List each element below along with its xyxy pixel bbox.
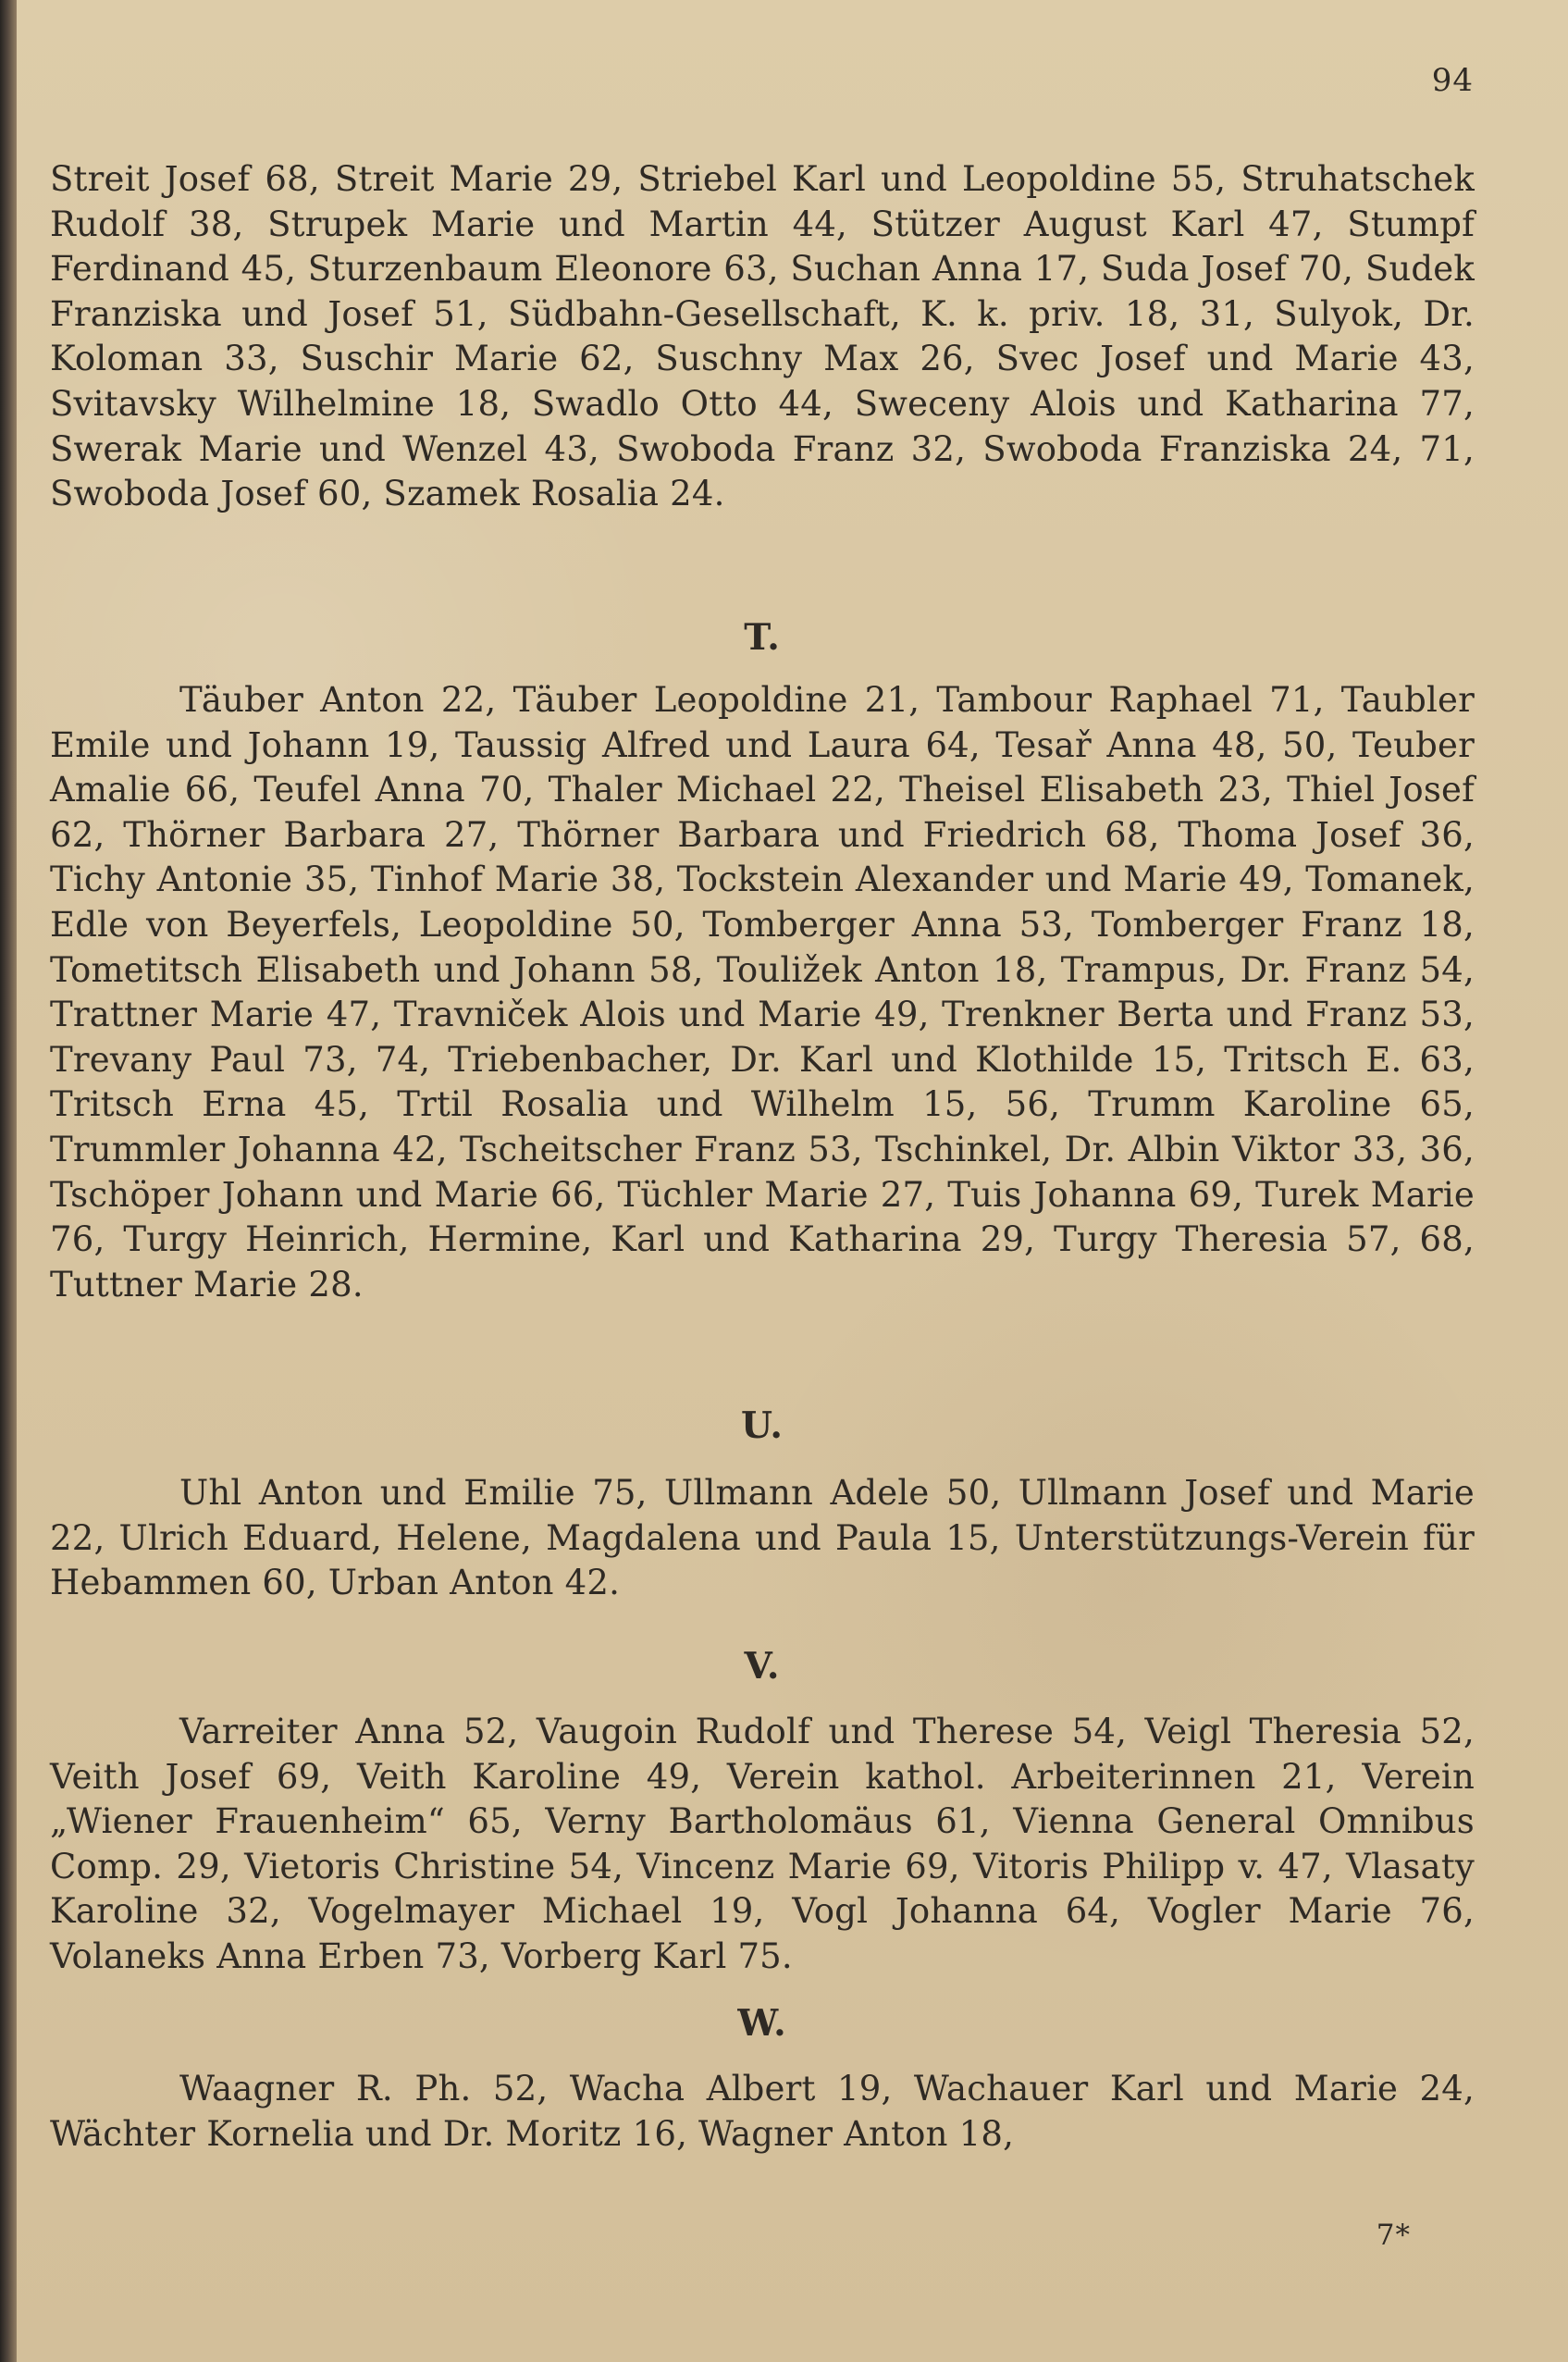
section-heading-u: U. — [740, 1404, 784, 1447]
section-text-t: Täuber Anton 22, Täuber Leopoldine 21, Tambour Raphael 71, Taubler Emile und Johann 19, Taussig Alfred und Laura 64, Tesař Anna 48, 50, Teuber Amalie 66, Teufel Anna 70, Thaler Michael 22, Theisel Elisabeth 23, Thiel Josef 62, Thörner Barbara 27, Thörner Barbara und Friedrich 68, Thoma Josef 36, Tichy Antonie 35, Tinhof Marie 38, Tockstein Alexander und Marie 49, Tomanek, Edle von Beyerfels, Leopoldine 50, Tomberger Anna 53, Tomberger Franz 18, Tometitsch Elisabeth und Johann 58, Touližek Anton 18, Trampus, Dr. Franz 54, Trattner Marie 47, Travniček Alois und Marie 49, Trenkner Berta und Franz 53, Trevany Paul 73, 74, Triebenbacher, Dr. Karl und Klothilde 15, Tritsch E. 63, Tritsch Erna 45, Trtil Rosalia und Wilhelm 15, 56, Trumm Karoline 65, Trummler Johanna 42, Tscheitscher Franz 53, Tschinkel, Dr. Albin Viktor 33, 36, Tschöper Johann und Marie 66, Tüchler Marie 27, Tuis Johanna 69, Turek Marie 76, Turgy Heinrich, Hermine, Karl und Katharina 29, Turgy Theresia 57, 68, Tuttner Marie 28. — [50, 680, 1475, 1305]
section-text-v: Varreiter Anna 52, Vaugoin Rudolf und Therese 54, Veigl Theresia 52, Veith Josef 69, Veith Karoline 49, Verein kathol. Arbeiterinnen 21, Verein „Wiener Frauenheim“ 65, Verny Bartholomäus 61, Vienna General Omnibus Comp. 29, Vietoris Christine 54, Vincenz Marie 69, Vitoris Philipp v. 47, Vlasaty Karoline 32, Vogelmayer Michael 19, Vogl Johanna 64, Vogler Marie 76, Volaneks Anna Erben 73, Vorberg Karl 75. — [50, 1712, 1475, 1976]
section-text-u: Uhl Anton und Emilie 75, Ullmann Adele 50, Ullmann Josef und Marie 22, Ulrich Eduard, Helene, Magdalena und Paula 15, Unterstützungs-Verein für Hebammen 60, Urban Anton 42. — [50, 1473, 1475, 1603]
section-heading-w: W. — [737, 2002, 787, 2045]
book-binding — [0, 0, 17, 2362]
footer-mark: 7* — [1376, 2219, 1411, 2252]
section-text-w: Waagner R. Ph. 52, Wacha Albert 19, Wachauer Karl und Marie 24, Wächter Kornelia und Dr. Moritz 16, Wagner Anton 18, — [50, 2069, 1475, 2154]
intro-text: Streit Josef 68, Streit Marie 29, Striebel Karl und Leopoldine 55, Struhatschek Rudolf 38, Strupek Marie und Martin 44, Stützer August Karl 47, Stumpf Ferdinand 45, Sturzenbaum Eleonore 63, Suchan Anna 17, Suda Josef 70, Sudek Franziska und Josef 51, Südbahn-Gesellschaft, K. k. priv. 18, 31, Sulyok, Dr. Koloman 33, Suschir Marie 62, Suschny Max 26, Svec Josef und Marie 43, Svitavsky Wilhelmine 18, Swadlo Otto 44, Sweceny Alois und Katharina 77, Swerak Marie und Wenzel 43, Swoboda Franz 32, Swoboda Franziska 24, 71, Swoboda Josef 60, Szamek Rosalia 24. — [50, 159, 1475, 514]
section-heading-t: T. — [744, 616, 781, 659]
page-number: 94 — [1431, 62, 1474, 99]
section-heading-v: V. — [744, 1645, 781, 1688]
